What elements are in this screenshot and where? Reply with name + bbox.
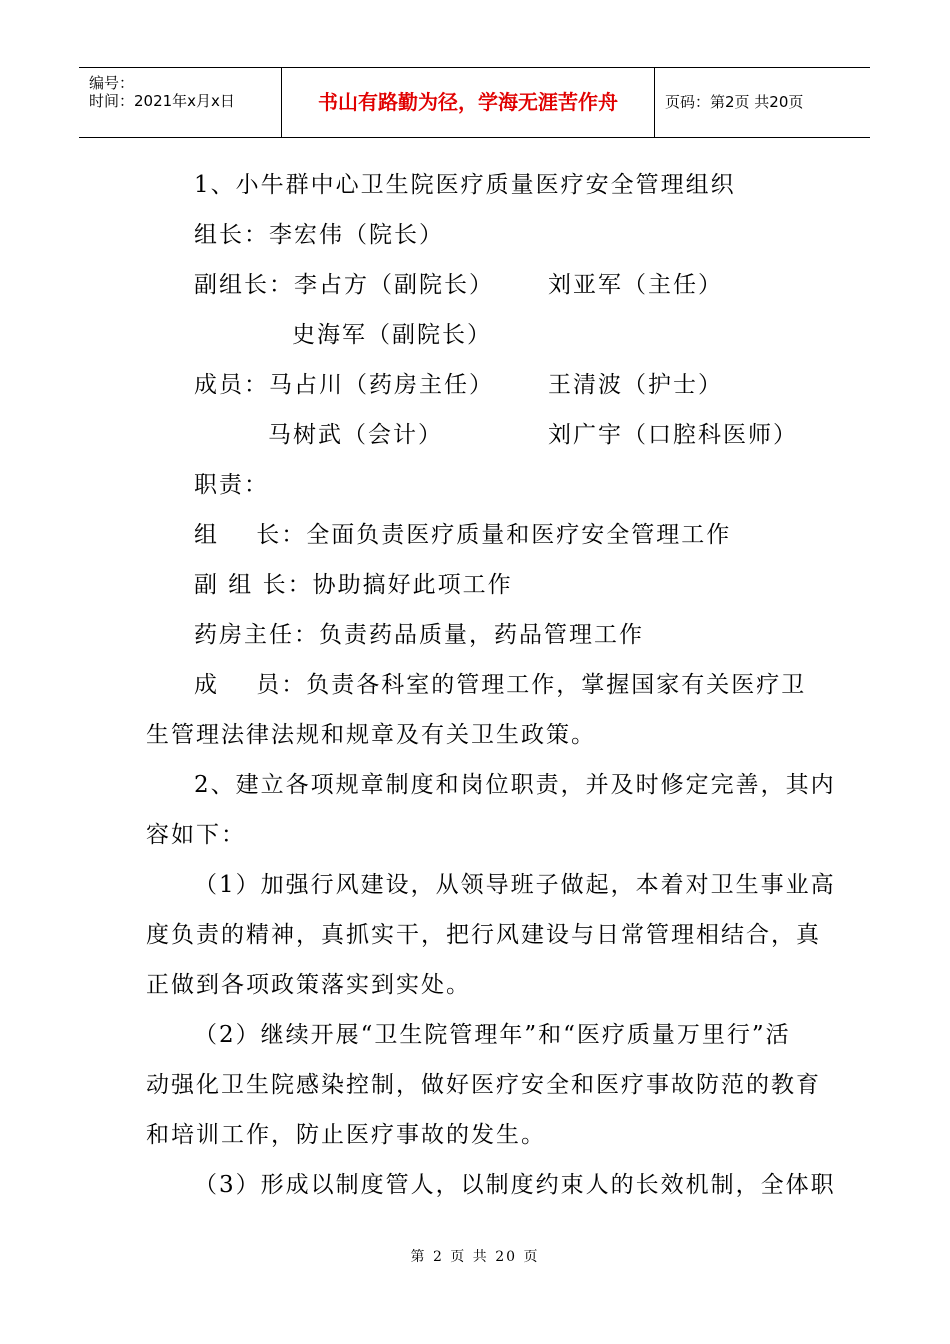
- duty-leader: 组 长：全面负责医疗质量和医疗安全管理工作: [194, 522, 732, 548]
- deputy-line: 副组长：李占方（副院长）: [194, 272, 494, 298]
- paragraph-line: （2）继续开展“卫生院管理年”和“医疗质量万里行”活: [194, 1022, 791, 1048]
- section-heading: 1、小牛群中心卫生院医疗质量医疗安全管理组织: [194, 172, 736, 198]
- duties-heading: 职责：: [194, 472, 269, 498]
- leader-line: 组长：李宏伟（院长）: [194, 222, 444, 248]
- deputy-line-right: 刘亚军（主任）: [548, 272, 723, 298]
- paragraph-line: 度负责的精神，真抓实干，把行风建设与日常管理相结合，真: [146, 922, 821, 948]
- date-label: 时间：2021年x月x日: [89, 92, 235, 110]
- header-page-label: 页码：第2页 共20页: [665, 93, 804, 111]
- paragraph-line: （1）加强行风建设，从领导班子做起，本着对卫生事业高: [194, 872, 836, 898]
- duty-members: 成 员：负责各科室的管理工作，掌握国家有关医疗卫: [194, 672, 807, 698]
- header-motto: 书山有路勤为径，学海无涯苦作舟: [318, 90, 618, 114]
- page-header: [79, 67, 870, 138]
- deputy-line-2: 史海军（副院长）: [292, 322, 492, 348]
- paragraph-line: 容如下：: [146, 822, 246, 848]
- duty-pharmacy: 药房主任：负责药品质量，药品管理工作: [194, 622, 644, 648]
- paragraph-line: 正做到各项政策落实到实处。: [146, 972, 471, 998]
- members-line-2-right: 刘广宇（口腔科医师）: [548, 422, 798, 448]
- paragraph-line: （3）形成以制度管人，以制度约束人的长效机制，全体职: [194, 1172, 836, 1198]
- paragraph-line: 和培训工作，防止医疗事故的发生。: [146, 1122, 546, 1148]
- members-line-2: 马树武（会计）: [268, 422, 443, 448]
- paragraph-line: 动强化卫生院感染控制，做好医疗安全和医疗事故防范的教育: [146, 1072, 821, 1098]
- header-divider: [281, 68, 282, 137]
- header-meta: [79, 68, 281, 137]
- members-line: 成员：马占川（药房主任）: [194, 372, 494, 398]
- members-line-right: 王清波（护士）: [548, 372, 723, 398]
- paragraph-line: 生管理法律法规和规章及有关卫生政策。: [146, 722, 596, 748]
- number-label: 编号：: [89, 74, 135, 92]
- duty-deputy: 副 组 长：协助搞好此项工作: [194, 572, 513, 598]
- page-footer: 第 2 页 共 20 页: [410, 1249, 540, 1265]
- section-heading: 2、建立各项规章制度和岗位职责，并及时修定完善，其内: [194, 772, 836, 798]
- header-divider: [654, 68, 655, 137]
